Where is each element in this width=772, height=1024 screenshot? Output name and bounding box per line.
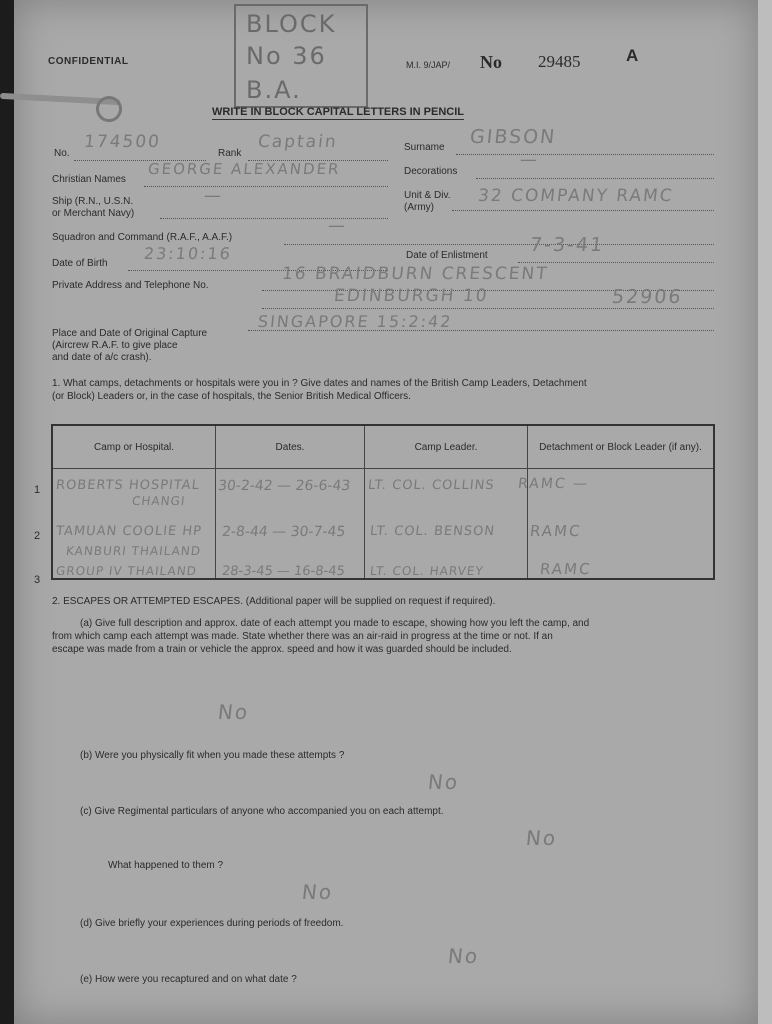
capture-label-3: and date of a/c crash). — [52, 352, 152, 363]
col-leader-header: Camp Leader. — [365, 425, 528, 469]
row-3-leader: LT. COL. HARVEY — [369, 564, 485, 578]
row-3-dates: 28-3-45 — 16-8-45 — [221, 564, 346, 579]
christian-names-value: GEORGE ALEXANDER — [147, 160, 342, 178]
confidential-mark: CONFIDENTIAL — [48, 56, 129, 67]
squadron-value: — — [326, 216, 349, 236]
squadron-label: Squadron and Command (R.A.F., A.A.F.) — [52, 232, 233, 243]
ship-label-1: Ship (R.N., U.S.N. — [52, 196, 134, 207]
dob-label: Date of Birth — [52, 258, 108, 269]
binding-ring — [96, 96, 122, 122]
answer-c-followup: No — [300, 880, 335, 904]
row-marker: 1 — [34, 484, 41, 496]
telephone-value: 52906 — [610, 286, 684, 308]
col-dates-header: Dates. — [216, 425, 365, 469]
section2-title: 2. ESCAPES OR ATTEMPTED ESCAPES. (Additional paper will be supplied on request if required). — [52, 596, 496, 607]
row-1-detachment: RAMC — — [517, 476, 590, 492]
row-3-camp: GROUP IV THAILAND — [55, 564, 198, 578]
section1-question-2: (or Block) Leaders or, in the case of hospitals, the Senior British Medical Officers. — [52, 391, 411, 402]
question-a-line-2: from which camp each attempt was made. State whether there was an air-raid in progress at the time or not. If an — [52, 631, 553, 642]
row-1-camp-line-1: ROBERTS HOSPITAL — [55, 478, 201, 493]
stamp-line-3: B.A. — [246, 76, 302, 104]
enlistment-label: Date of Enlistment — [406, 250, 488, 261]
form-number: 29485 — [538, 52, 581, 71]
no-label: No. — [54, 148, 70, 159]
section1-question-1: 1. What camps, detachments or hospitals were you in ? Give dates and names of the British Camp Leaders, Detachment — [52, 378, 587, 389]
christian-names-label: Christian Names — [52, 174, 126, 185]
service-number-value: 174500 — [82, 132, 162, 152]
answer-a: No — [216, 700, 251, 724]
row-3-detachment: RAMC — [539, 560, 593, 578]
answer-d: No — [446, 944, 481, 968]
question-c-followup: What happened to them ? — [108, 860, 224, 871]
unit-label-2: (Army) — [404, 202, 434, 213]
dob-value: 23:10:16 — [143, 244, 233, 263]
ship-value: — — [202, 186, 225, 206]
question-e: (e) How were you recaptured and on what date ? — [80, 974, 297, 985]
row-1-camp-line-2: CHANGI — [131, 494, 187, 508]
question-a-line-1: (a) Give full description and approx. date of each attempt you made to escape, showing how you left the camp, and — [80, 618, 590, 629]
decorations-label: Decorations — [404, 166, 458, 177]
row-2-camp-line-1: TAMUAN COOLIE HP — [55, 524, 203, 539]
answer-b: No — [426, 770, 461, 794]
question-c: (c) Give Regimental particulars of anyone who accompanied you on each attempt. — [80, 806, 444, 817]
form-suffix: A — [626, 46, 639, 65]
surname-value: GIBSON — [468, 126, 558, 148]
capture-label-2: (Aircrew R.A.F. to give place — [52, 340, 178, 351]
unit-label-1: Unit & Div. — [404, 190, 451, 201]
row-2-camp-line-2: KANBURI THAILAND — [65, 544, 202, 558]
rank-label: Rank — [218, 148, 242, 159]
unit-value: 32 COMPANY RAMC — [476, 186, 675, 206]
row-marker: 2 — [34, 530, 41, 542]
question-a-line-3: escape was made from a train or vehicle the approx. speed and how it was guarded should be included. — [52, 644, 512, 655]
form-code: M.I. 9/JAP/ — [406, 60, 451, 70]
pencil-instruction: WRITE IN BLOCK CAPITAL LETTERS IN PENCIL — [212, 106, 464, 120]
row-2-dates: 2-8-44 — 30-7-45 — [221, 524, 347, 540]
surname-label: Surname — [404, 142, 445, 153]
row-1-leader: LT. COL. COLLINS — [367, 478, 496, 493]
stamp-line-2: No 36 — [246, 42, 327, 70]
col-detachment-header: Detachment or Block Leader (if any). — [528, 425, 715, 469]
row-2-leader: LT. COL. BENSON — [369, 524, 496, 539]
stamp-line-1: BLOCK — [246, 10, 337, 38]
capture-label-1: Place and Date of Original Capture — [52, 328, 208, 339]
enlistment-value: 7-3-41 — [528, 234, 606, 256]
capture-value: SINGAPORE 15:2:42 — [257, 312, 454, 331]
block-stamp — [234, 4, 368, 108]
row-marker: 3 — [34, 574, 41, 586]
answer-c: No — [524, 826, 559, 850]
number-label: No — [480, 52, 502, 72]
decorations-value: — — [518, 150, 541, 170]
ship-label-2: or Merchant Navy) — [52, 208, 135, 219]
row-2-detachment: RAMC — [529, 522, 583, 540]
row-1-dates: 30-2-42 — 26-6-43 — [217, 478, 352, 494]
address-label: Private Address and Telephone No. — [52, 280, 209, 291]
col-camp-header: Camp or Hospital. — [52, 425, 216, 469]
address-value-1: 16 BRAIDBURN CRESCENT — [280, 264, 550, 284]
question-d: (d) Give briefly your experiences during periods of freedom. — [80, 918, 344, 929]
question-b: (b) Were you physically fit when you made these attempts ? — [80, 750, 345, 761]
rank-value: Captain — [256, 132, 339, 152]
address-value-2: EDINBURGH 10 — [332, 286, 490, 306]
